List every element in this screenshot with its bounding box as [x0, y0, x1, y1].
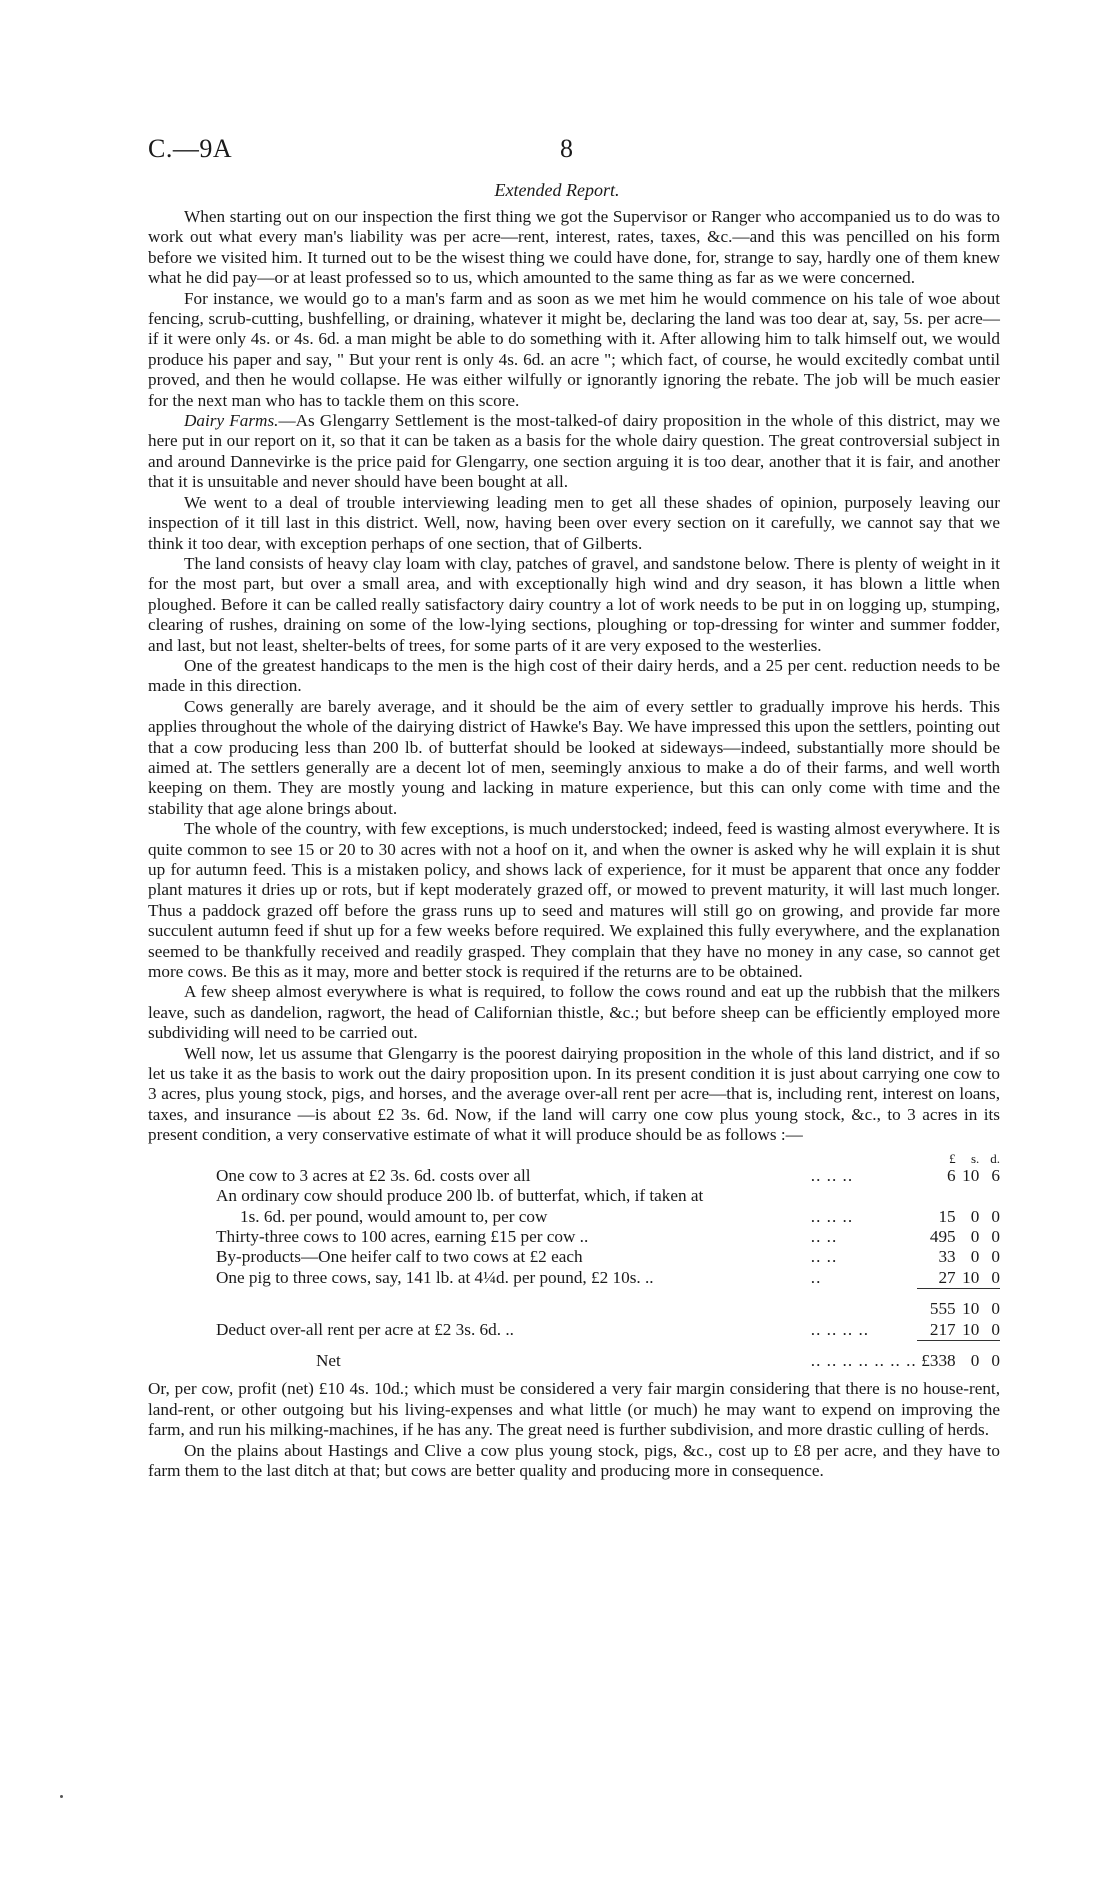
amount-shillings: 0	[970, 1206, 980, 1226]
paragraph: The whole of the country, with few exceptions, is much understocked; indeed, feed is wasting almost everywhere. It is quite common to see 15 or 20 to 30 acres with not a hoof on it, and when the owner is asked why he will explain it is shut up for autumn feed. This is a mistaken policy, and shows lack of experience, for it must be apparent that once any fodder plant matures it dries up or rots, but if kept moderately grazed off, or mowed to prevent maturity, it will last much longer. Thus a paddock grazed off before the grass runs up to seed and matures will still go on growing, and provide far more succulent autumn feed if shut up for a few weeks before required. We explained this fully everywhere, and the explanation seemed to be thankfully received and readily grasped. They complain that they have no money in any case, so cannot get more cows. Be this as it may, more and better stock is required if the returns are to be obtained.	[148, 819, 1000, 982]
row-description: 1s. 6d. per pound, would amount to, per cow	[240, 1206, 548, 1226]
paragraph: A few sheep almost everywhere is what is required, to follow the cows round and eat up the rubbish that the milkers leave, such as dandelion, ragwort, the head of Californian thistle, &c.; but before sheep can be efficiently employed more subdividing will need to be carried out.	[148, 982, 1000, 1043]
paragraph-text: —As Glengarry Settlement is the most-talked-of dairy proposition in the whole of this district, may we here put in our report on it, so that it can be taken as a basis for the whole dairy question. The great controversial subject in and around Dannevirke is the price paid for Glengarry, one section arguing it is too dear, another that it is fair, and another that it is unsuitable and never should have been bought at all.	[148, 411, 1000, 492]
table-row	[216, 1166, 1000, 1186]
paragraph: When starting out on our inspection the first thing we got the Supervisor or Ranger who accompanied us to do was to work out what every man's liability was per acre—rent, interest, rates, taxes, &c.—and this was pencilled on his form before we visited him. It turned out to be the wisest thing we could have done, for, strange to say, hardly one of them knew what he did pay—or at least professed so to us, which amounted to the same thing as far as we were concerned.	[148, 207, 1000, 288]
amount-pence: 0	[991, 1226, 1000, 1246]
amount-shillings: 0	[970, 1247, 980, 1267]
amount-pounds: 495	[929, 1226, 956, 1246]
amount-shillings: 0	[970, 1226, 980, 1246]
paragraph-heading: Dairy Farms.	[184, 411, 279, 431]
paragraph: Cows generally are barely average, and it should be the aim of every settler to gradually improve his herds. This applies throughout the whole of the dairying district of Hawke's Bay. We have impressed this upon the settlers, pointing out that a cow producing less than 200 lb. of butterfat should be looked at sideways—indeed, substantially more should be aimed at. The settlers generally are a decent lot of men, seemingly anxious to make a do of their farms, and well worth keeping on them. They are mostly young and lacking in mature experience, but this can only come with time and the stability that age alone brings about.	[148, 696, 1000, 818]
income-estimate-table	[216, 1152, 1000, 1372]
amount-pounds: 217	[929, 1319, 956, 1339]
amount-pence: 0	[991, 1247, 1000, 1267]
net-label: Net	[316, 1350, 341, 1370]
paragraph: We went to a deal of trouble interviewing leading men to get all these shades of opinion, purposely leaving our inspection of it till last in this district. Well, now, having been over every section on it carefully, we cannot say that we think it too dear, with exception perhaps of one section, that of Gilberts.	[148, 492, 1000, 553]
paragraph: For instance, we would go to a man's farm and as soon as we met him he would commence on his tale of woe about fencing, scrub-cutting, bushfelling, or draining, whatever it might be, declaring the land was too dear at, say, 5s. per acre—if it were only 4s. or 4s. 6d. a man might be able to do something with it. After allowing him to talk himself out, we would produce his paper and say, " But your rent is only 4s. 6d. an acre "; which fact, of course, he would excitedly combat until proved, and then he would collapse. He was either wilfully or ignorantly ignoring the rebate. The job will be much easier for the next man who has to tackle them on this score.	[148, 288, 1000, 410]
page-number: 8	[560, 134, 573, 163]
row-description: One pig to three cows, say, 141 lb. at 4¼d. per pound, £2 10s. ..	[216, 1268, 654, 1288]
amount-pounds: 33	[938, 1247, 956, 1267]
paragraph: On the plains about Hastings and Clive a cow plus young stock, pigs, &c., cost up to £8 per acre, and they have to farm them to the last ditch at that; but cows are better quality and producing more in consequence.	[148, 1440, 1000, 1480]
subtotal-pounds: 555	[929, 1299, 956, 1319]
units-row	[216, 1152, 1000, 1166]
amount-shillings: 10	[962, 1165, 980, 1185]
paragraph	[148, 411, 1000, 493]
report-body	[148, 207, 1000, 1481]
page-reference: C.—9A	[148, 134, 233, 163]
unit-pence: d.	[990, 1150, 1000, 1166]
subtotal-shillings: 10	[962, 1299, 980, 1319]
leader-dots: .. ..	[810, 1247, 838, 1267]
row-description: By-products—One heifer calf to two cows at £2 each	[216, 1247, 583, 1267]
leader-dots: .. .. ..	[810, 1165, 854, 1185]
amount-pounds: 27	[938, 1267, 956, 1287]
leader-dots: ..	[810, 1268, 822, 1288]
leader-dots: .. .. .. ..	[810, 1320, 870, 1340]
row-description: Deduct over-all rent per acre at £2 3s. 6d. ..	[216, 1320, 514, 1340]
paragraph: One of the greatest handicaps to the men is the high cost of their dairy herds, and a 25 per cent. reduction needs to be made in this direction.	[148, 655, 1000, 696]
leader-dots: .. ..	[810, 1226, 838, 1246]
table-row	[216, 1268, 1000, 1289]
unit-shillings: s.	[970, 1150, 980, 1166]
amount-pounds: 15	[938, 1206, 956, 1226]
deduct-row	[216, 1320, 1000, 1341]
net-pounds: £338	[921, 1350, 956, 1370]
subtotal-pence: 0	[991, 1299, 1000, 1319]
paragraph: Or, per cow, profit (net) £10 4s. 10d.; which must be considered a very fair margin considering that there is no house-rent, land-rent, or other outgoing but his living-expenses and what little (or much) he may want to expend on improving the farm, and run his milking-machines, if he has any. The great need is further subdivision, and more drastic culling of herds.	[148, 1379, 1000, 1440]
amount-pence: 0	[991, 1206, 1000, 1226]
table-row	[216, 1247, 1000, 1267]
leader-dots: .. .. .. .. .. .. ..	[810, 1350, 917, 1370]
amount-shillings: 10	[962, 1319, 980, 1339]
paragraph: The land consists of heavy clay loam with clay, patches of gravel, and sandstone below. There is plenty of weight in it for the most part, but over a small area, and with exceptionally high wind and dry season, it has blown a little when ploughed. Before it can be called really satisfactory dairy country a lot of work needs to be put in on logging up, stumping, clearing of rushes, draining on some of the low-lying sections, ploughing or top-dressing for winter and summer fodder, and last, but not least, shelter-belts of trees, for some parts of it are very exposed to the westerlies.	[148, 553, 1000, 655]
leader-dots: .. .. ..	[810, 1206, 854, 1226]
section-title: Extended Report.	[494, 180, 620, 200]
subtotal-row	[216, 1299, 1000, 1319]
row-description: Thirty-three cows to 100 acres, earning £15 per cow ..	[216, 1226, 589, 1246]
table-row	[216, 1207, 1000, 1227]
row-description: One cow to 3 acres at £2 3s. 6d. costs over all	[216, 1165, 531, 1185]
net-pence: 0	[991, 1350, 1000, 1370]
table-row	[216, 1227, 1000, 1247]
net-shillings: 0	[970, 1350, 980, 1370]
unit-pounds: £	[949, 1150, 956, 1166]
amount-pounds: 6	[947, 1165, 956, 1185]
scan-speck	[60, 1795, 63, 1798]
table-row	[216, 1186, 1000, 1206]
amount-pence: 0	[991, 1267, 1000, 1287]
amount-shillings: 10	[962, 1267, 980, 1287]
net-row	[216, 1351, 1000, 1371]
amount-pence: 0	[991, 1319, 1000, 1339]
paragraph: Well now, let us assume that Glengarry is the poorest dairying proposition in the whole of this land district, and if so let us take it as the basis to work out the dairy proposition upon. In its present condition it is just about carrying one cow to 3 acres, plus young stock, pigs, and horses, and the average over-all rent per acre—that is, including rent, interest on loans, taxes, and insurance —is about £2 3s. 6d. Now, if the land will carry one cow plus young stock, &c., to 3 acres in its present condition, a very conservative estimate of what it will produce should be as follows :—	[148, 1043, 1000, 1145]
row-description: An ordinary cow should produce 200 lb. of butterfat, which, if taken at	[216, 1186, 704, 1206]
amount-pence: 6	[991, 1165, 1000, 1185]
